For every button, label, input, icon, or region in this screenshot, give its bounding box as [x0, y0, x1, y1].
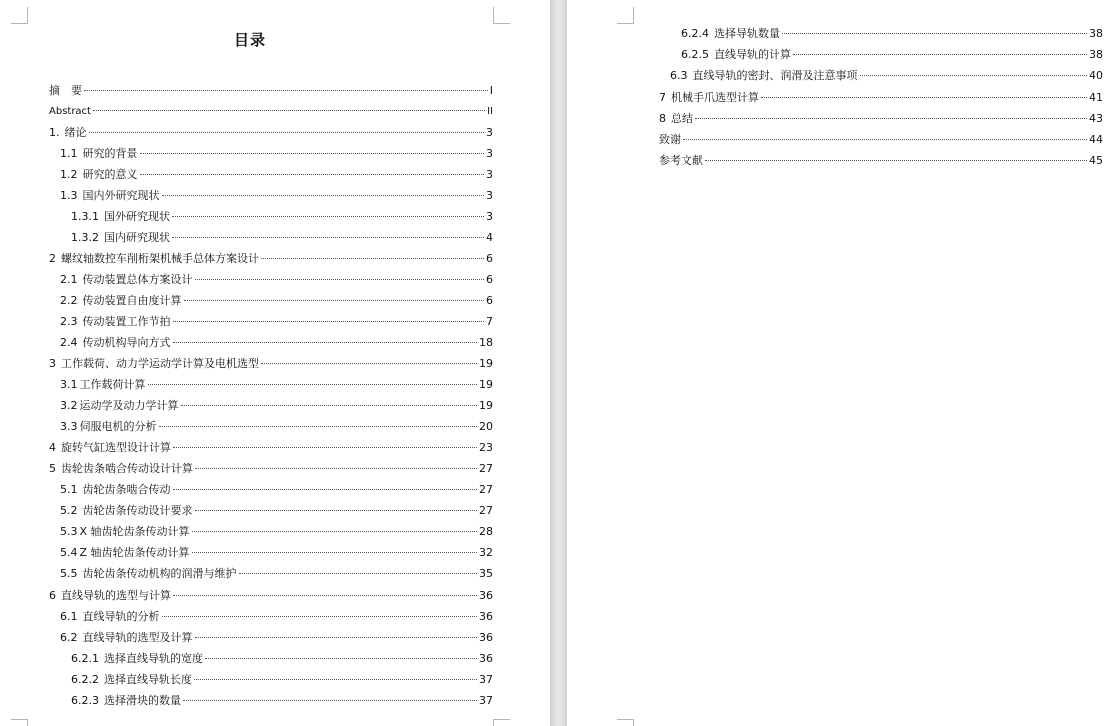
crop-mark	[617, 719, 634, 726]
toc-entry-page: 44	[1089, 133, 1103, 146]
toc-entry-text: 齿轮齿条啮合传动	[82, 483, 171, 496]
toc-entry-number: 2.4	[60, 336, 78, 349]
toc-entry-page: 38	[1089, 48, 1103, 61]
toc-entry[interactable]	[60, 294, 493, 308]
toc-entry-page: 43	[1089, 112, 1103, 125]
toc-entry-text: 直线导轨的密封、润滑及注意事项	[692, 69, 858, 82]
toc-entry-page: 35	[479, 567, 493, 580]
leader-dots	[172, 216, 484, 217]
toc-entry-text: 直线导轨的计算	[714, 48, 791, 61]
toc-entry-number: 8	[659, 112, 666, 125]
toc-entry[interactable]	[60, 147, 493, 161]
toc-entry-number: 6	[49, 589, 56, 602]
toc-entry-number: 3.2	[60, 399, 78, 412]
toc-entry[interactable]	[49, 84, 493, 98]
leader-dots	[172, 237, 484, 238]
toc-entry-text: 齿轮齿条传动机构的润滑与维护	[82, 567, 237, 580]
toc-entry-number: 6.1	[60, 610, 78, 623]
toc-entry-text: 直线导轨的选型与计算	[61, 589, 171, 602]
toc-entry-page: 27	[479, 483, 493, 496]
toc-entry-text: 参考文献	[659, 154, 703, 167]
page-gutter	[550, 0, 567, 726]
toc-entry-number: 6.2.1	[71, 652, 99, 665]
toc-entry-text: 研究的背景	[82, 147, 138, 160]
toc-entry-text: 国内外研究现状	[82, 189, 160, 202]
toc-entry-text: 摘 要	[49, 84, 82, 97]
toc-entry[interactable]	[60, 504, 493, 518]
crop-mark	[493, 719, 510, 726]
toc-entry-text: 齿轮齿条传动设计要求	[82, 504, 193, 517]
crop-mark	[11, 719, 28, 726]
toc-entry-text: Z 轴齿轮齿条传动计算	[79, 546, 190, 559]
toc-entry-page: 23	[479, 441, 493, 454]
toc-entry-text: 工作载荷计算	[79, 378, 146, 391]
toc-entry-number: 6.2.2	[71, 673, 99, 686]
leader-dots	[195, 510, 478, 511]
leader-dots	[183, 700, 477, 701]
leader-dots	[705, 160, 1087, 161]
toc-entry-number: 6.3	[670, 69, 688, 82]
toc-entry-number: 5.3	[60, 525, 78, 538]
toc-entry-page: 36	[479, 652, 493, 665]
toc-entry-text: 绪论	[64, 126, 87, 139]
toc-entry[interactable]	[60, 168, 493, 182]
toc-entry-page: 28	[479, 525, 493, 538]
toc-entry-page: 37	[479, 673, 493, 686]
toc-entry-number: 1.1	[60, 147, 78, 160]
toc-entry-text: 传动装置工作节拍	[82, 315, 171, 328]
toc-entry-page: 27	[479, 504, 493, 517]
toc-entry-text: 工作载荷、动力学运动学计算及电机选型	[61, 357, 259, 370]
toc-entry[interactable]	[71, 694, 493, 708]
document-page-left	[0, 0, 550, 726]
toc-entry-text: 传动装置自由度计算	[82, 294, 182, 307]
toc-entry[interactable]	[60, 631, 493, 645]
toc-entry-number: 6.2	[60, 631, 78, 644]
leader-dots	[261, 258, 484, 259]
leader-dots	[205, 658, 477, 659]
leader-dots	[89, 132, 485, 133]
toc-entry[interactable]	[49, 462, 493, 476]
toc-entry-number: 1.	[49, 126, 60, 139]
toc-entry[interactable]	[71, 673, 493, 687]
leader-dots	[173, 447, 477, 448]
toc-entry[interactable]	[60, 315, 493, 329]
leader-dots	[173, 595, 477, 596]
leader-dots	[159, 426, 478, 427]
toc-entry-text: 致谢	[659, 133, 681, 146]
toc-entry[interactable]	[670, 69, 1103, 83]
leader-dots	[173, 321, 485, 322]
toc-entry-page: I	[489, 84, 493, 97]
toc-entry[interactable]	[49, 357, 493, 371]
leader-dots	[261, 363, 477, 364]
toc-entry-number: 5.4	[60, 546, 78, 559]
toc-entry-page: 41	[1089, 91, 1103, 104]
toc-entry[interactable]	[71, 210, 493, 224]
leader-dots	[162, 616, 478, 617]
toc-entry-number: 2.3	[60, 315, 78, 328]
toc-entry[interactable]	[681, 27, 1103, 41]
crop-mark	[11, 7, 28, 24]
toc-entry-number: 1.3.2	[71, 231, 99, 244]
toc-entry-page: 3	[486, 147, 493, 160]
leader-dots	[683, 139, 1087, 140]
leader-dots	[195, 637, 478, 638]
leader-dots	[181, 405, 478, 406]
toc-entry-number: 3	[49, 357, 56, 370]
leader-dots	[695, 118, 1087, 119]
toc-entry-text: 研究的意义	[82, 168, 138, 181]
toc-entry-number: 5.1	[60, 483, 78, 496]
toc-entry-page: 45	[1089, 154, 1103, 167]
leader-dots	[194, 679, 477, 680]
toc-entry-page: 40	[1089, 69, 1103, 82]
leader-dots	[173, 342, 478, 343]
toc-entry-text: 选择直线导轨的宽度	[104, 652, 203, 665]
crop-mark	[617, 7, 634, 24]
toc-entry[interactable]	[60, 273, 493, 287]
toc-entry-number: 5	[49, 462, 56, 475]
toc-entry-page: 37	[479, 694, 493, 707]
toc-entry[interactable]	[659, 154, 1103, 168]
toc-entry-page: 6	[486, 252, 493, 265]
toc-entry-text: 选择直线导轨长度	[104, 673, 192, 686]
leader-dots	[239, 573, 478, 574]
toc-entry-number: 7	[659, 91, 666, 104]
toc-entry-text: 直线导轨的分析	[82, 610, 160, 623]
toc-entry[interactable]	[60, 483, 493, 497]
leader-dots	[192, 552, 477, 553]
toc-entry-text: 机械手爪选型计算	[671, 91, 759, 104]
toc-entry[interactable]	[49, 589, 493, 603]
leader-dots	[192, 531, 477, 532]
toc-entry-number: 4	[49, 441, 56, 454]
toc-entry-page: 19	[479, 357, 493, 370]
leader-dots	[782, 33, 1087, 34]
toc-entry-text: 运动学及动力学计算	[79, 399, 179, 412]
toc-entry-number: 6.2.4	[681, 27, 709, 40]
toc-entry-number: 1.2	[60, 168, 78, 181]
leader-dots	[761, 97, 1087, 98]
toc-entry-number: 3.1	[60, 378, 78, 391]
toc-entry-number: 6.2.5	[681, 48, 709, 61]
toc-entry[interactable]	[60, 336, 493, 350]
toc-entry-text: 螺纹轴数控车削桁架机械手总体方案设计	[61, 252, 259, 265]
toc-entry-text: 传动装置总体方案设计	[82, 273, 193, 286]
toc-entry-page: 19	[479, 378, 493, 391]
leader-dots	[93, 110, 485, 111]
toc-entry[interactable]	[60, 378, 493, 392]
toc-entry-text: 传动机构导向方式	[82, 336, 171, 349]
toc-entry[interactable]	[49, 252, 493, 266]
toc-entry-text: 选择导轨数量	[714, 27, 780, 40]
toc-entry-page: 36	[479, 610, 493, 623]
toc-entry-number: 2.2	[60, 294, 78, 307]
toc-entry-page: 3	[486, 126, 493, 139]
toc-entry-page: 27	[479, 462, 493, 475]
toc-entry-text: X 轴齿轮齿条传动计算	[79, 525, 190, 538]
toc-entry[interactable]	[71, 652, 493, 666]
toc-entry[interactable]	[60, 420, 493, 434]
toc-entry-text: 旋转气缸选型设计计算	[61, 441, 171, 454]
toc-entry-number: 3.3	[60, 420, 78, 433]
toc-entry-number: 1.3	[60, 189, 78, 202]
leader-dots	[162, 195, 485, 196]
toc-entry[interactable]	[49, 126, 493, 140]
toc-entry[interactable]	[71, 231, 493, 245]
toc-entry-page: 36	[479, 631, 493, 644]
toc-entry-page: 19	[479, 399, 493, 412]
toc-entry-text: 直线导轨的选型及计算	[82, 631, 193, 644]
toc-entry-text: 国外研究现状	[104, 210, 170, 223]
toc-entry-text: 齿轮齿条啮合传动设计计算	[61, 462, 193, 475]
toc-entry-page: 32	[479, 546, 493, 559]
toc-entry-page: 6	[486, 273, 493, 286]
toc-entry[interactable]	[659, 112, 1103, 126]
toc-entry[interactable]	[60, 189, 493, 203]
toc-entry-number: 5.2	[60, 504, 78, 517]
toc-entry-page: 3	[486, 168, 493, 181]
toc-entry-page: 20	[479, 420, 493, 433]
toc-title: 目录	[233, 31, 266, 49]
toc-entry-number: 2.1	[60, 273, 78, 286]
toc-entry-text: 总结	[671, 112, 693, 125]
toc-entry[interactable]	[60, 610, 493, 624]
toc-entry-number: 6.2.3	[71, 694, 99, 707]
leader-dots	[140, 174, 485, 175]
leader-dots	[140, 153, 485, 154]
toc-entry-text: Abstract	[49, 106, 91, 117]
toc-entry-page: 38	[1089, 27, 1103, 40]
toc-entry-page: 36	[479, 589, 493, 602]
toc-entry-page: 3	[486, 210, 493, 223]
toc-entry-page: 7	[486, 315, 493, 328]
toc-entry-page: 18	[479, 336, 493, 349]
document-page-right	[567, 0, 1111, 726]
toc-entry-page: II	[487, 106, 493, 117]
toc-entry[interactable]	[681, 48, 1103, 62]
toc-entry[interactable]	[49, 105, 493, 119]
leader-dots	[84, 90, 488, 91]
toc-entry[interactable]	[659, 91, 1103, 105]
toc-entry-page: 4	[486, 231, 493, 244]
toc-entry-page: 6	[486, 294, 493, 307]
leader-dots	[860, 75, 1088, 76]
toc-entry[interactable]	[60, 546, 493, 560]
toc-entry[interactable]	[60, 525, 493, 539]
toc-entry-page: 3	[486, 189, 493, 202]
toc-entry[interactable]	[659, 133, 1103, 147]
toc-entry-text: 伺服电机的分析	[79, 420, 157, 433]
toc-entry-number: 1.3.1	[71, 210, 99, 223]
crop-mark	[493, 7, 510, 24]
toc-entry-text: 国内研究现状	[104, 231, 170, 244]
leader-dots	[148, 384, 478, 385]
leader-dots	[173, 489, 478, 490]
toc-entry[interactable]	[60, 399, 493, 413]
toc-entry[interactable]	[49, 441, 493, 455]
toc-entry-number: 5.5	[60, 567, 78, 580]
leader-dots	[793, 54, 1087, 55]
toc-entry-number: 2	[49, 252, 56, 265]
leader-dots	[184, 300, 485, 301]
leader-dots	[195, 468, 477, 469]
leader-dots	[195, 279, 485, 280]
toc-entry[interactable]	[60, 567, 493, 581]
toc-entry-text: 选择滑块的数量	[104, 694, 181, 707]
